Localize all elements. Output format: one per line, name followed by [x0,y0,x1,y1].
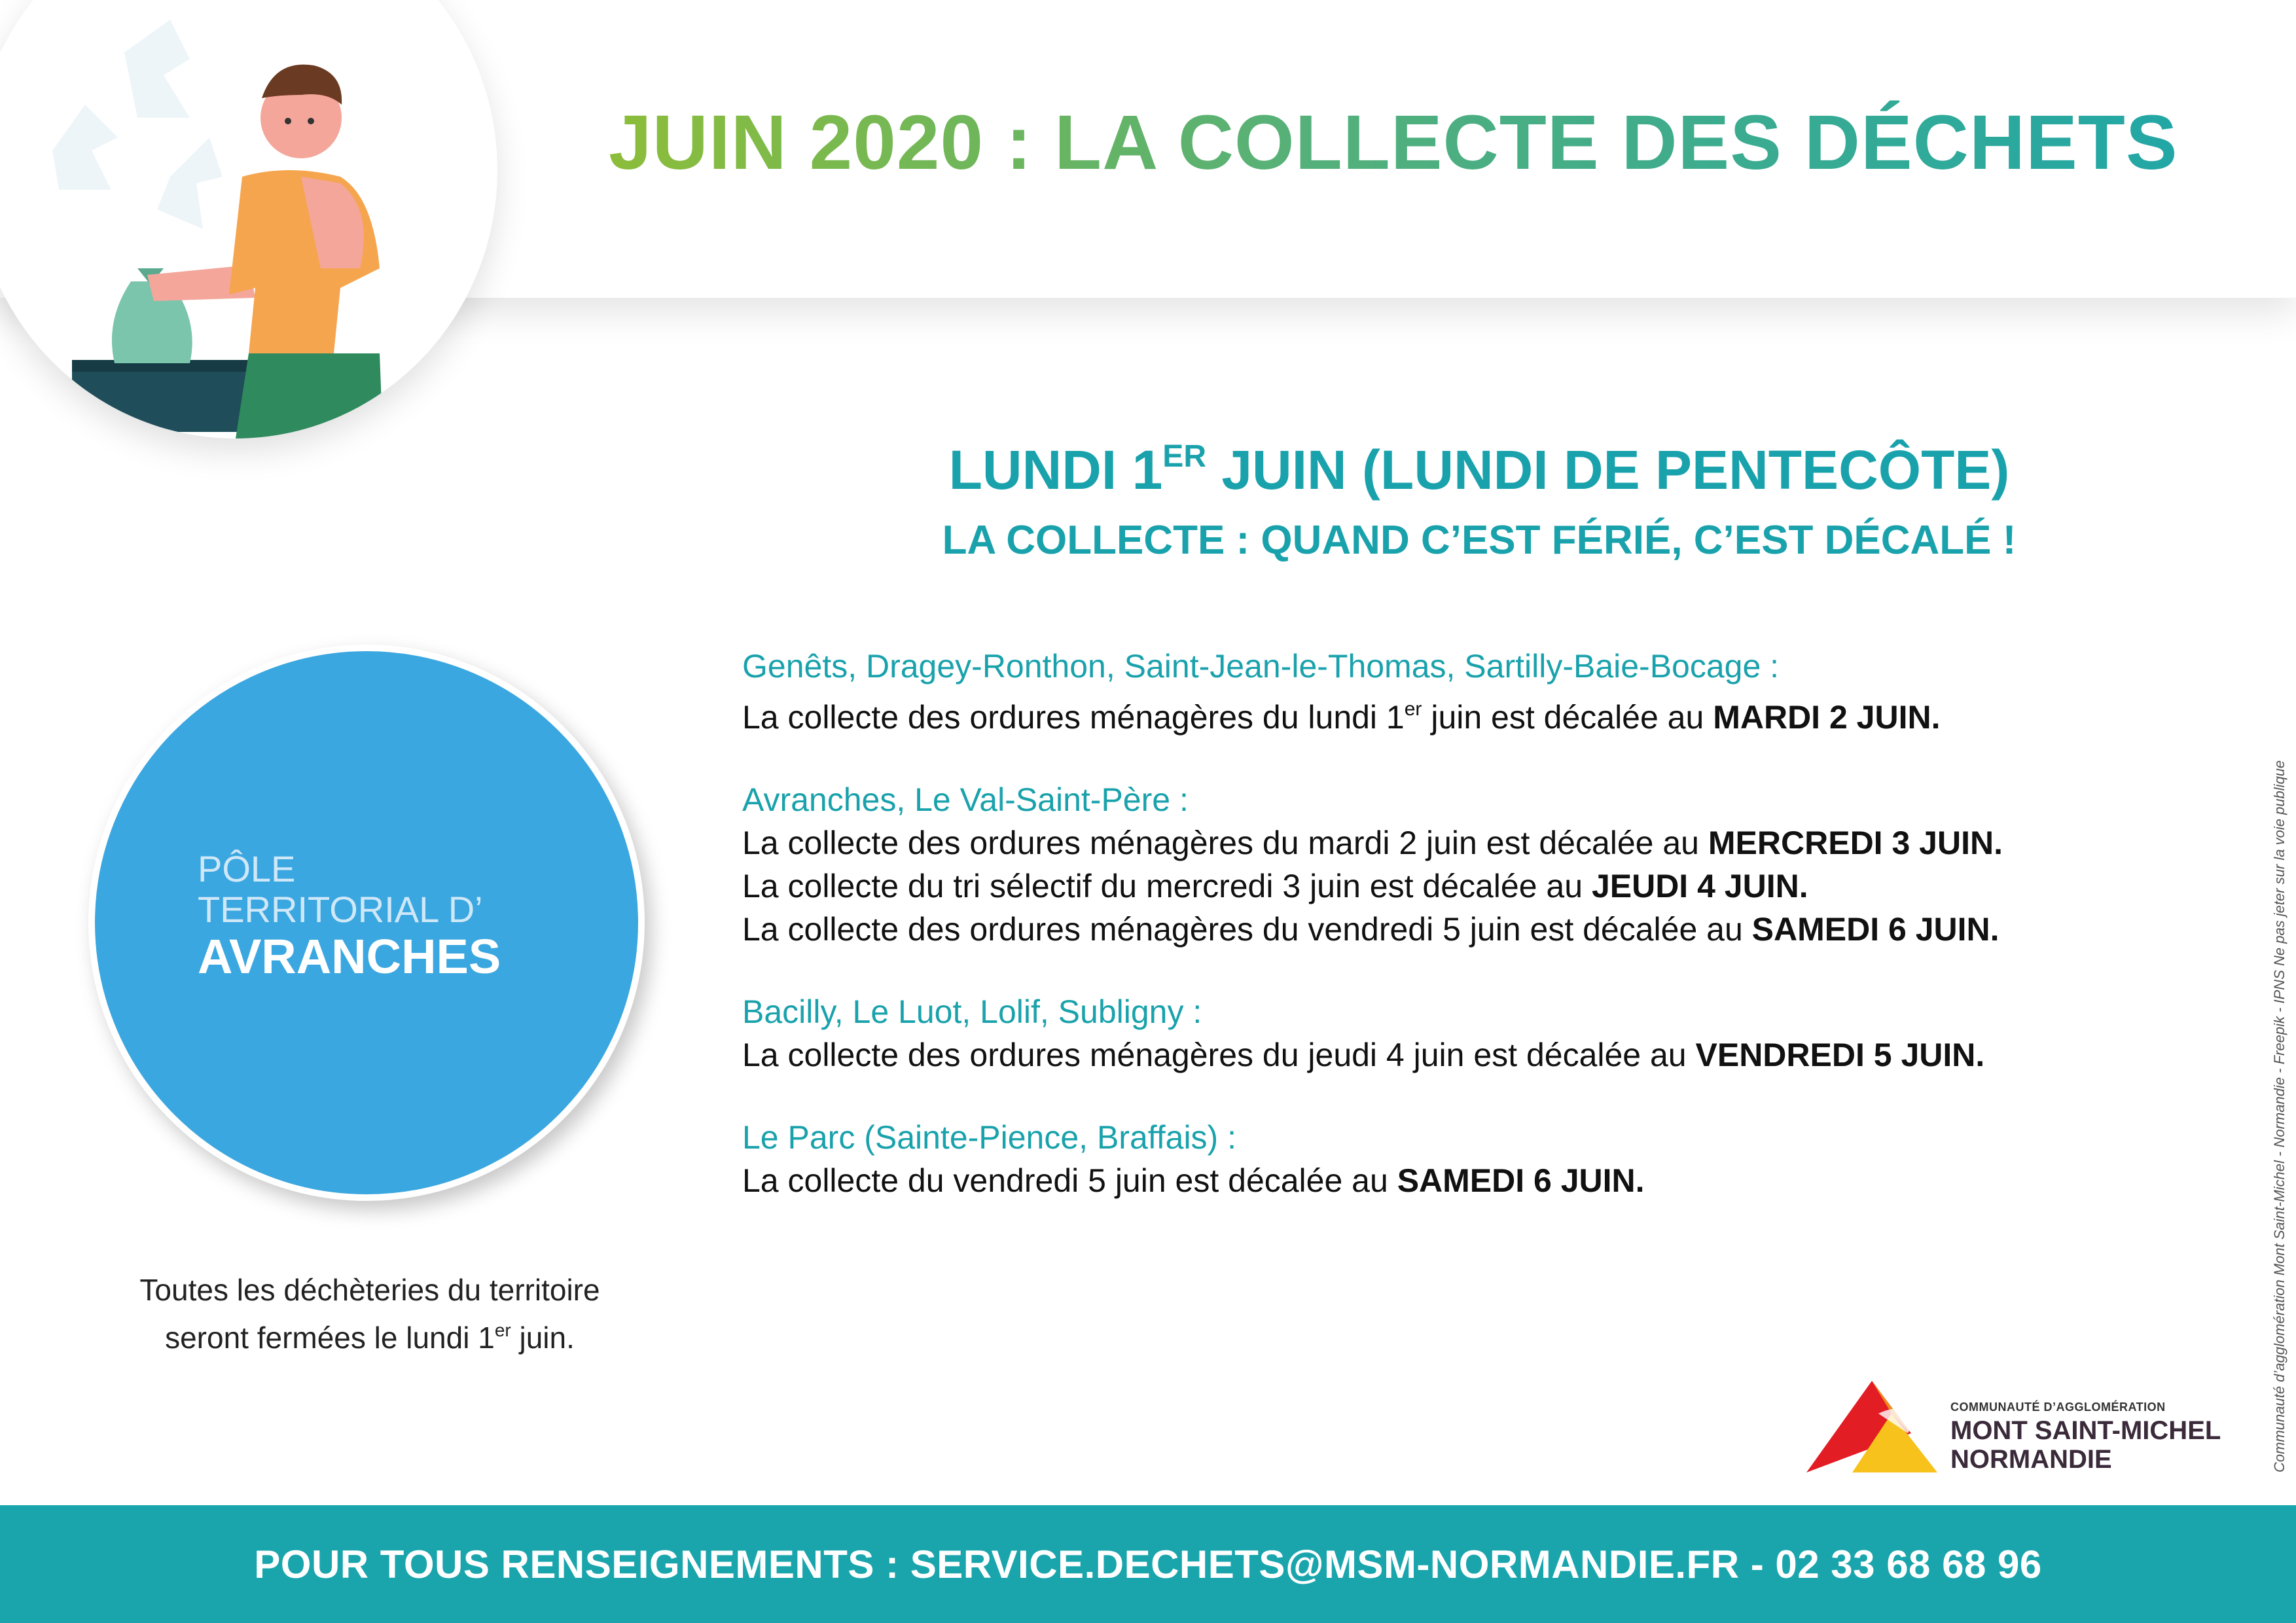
schedule-line [742,865,2182,908]
note-line-2 [65,1310,674,1358]
group-heading: Avranches, Le Val-Saint-Père : [742,781,1189,818]
schedule-list [742,645,2182,1241]
schedule-line [742,688,2182,739]
pole-line-1: PÔLE [198,848,296,889]
line-text: La collecte des ordures ménagères du jeudi 4 juin est décalée au [742,1037,1696,1073]
schedule-group [742,1116,2182,1202]
line-new-date: VENDREDI 5 JUIN. [1695,1037,1985,1073]
pole-circle [88,645,645,1201]
schedule-group [742,990,2182,1077]
line-new-date: SAMEDI 6 JUIN. [1751,911,2000,948]
page-title: JUIN 2020 : LA COLLECTE DES DÉCHETS [609,98,2179,187]
line-text: juin est décalée au [1422,699,1713,736]
line-new-date: MERCREDI 3 JUIN. [1708,825,2003,861]
schedule-line [742,908,2182,951]
schedule-group [742,645,2182,739]
schedule-line [742,1033,2182,1077]
logo-name-line-2: NORMANDIE [1950,1445,2112,1474]
schedule-line [742,821,2182,865]
schedule-line [742,1159,2182,1202]
note-line-2-pre: seront fermées le lundi 1 [165,1321,495,1355]
line-text: La collecte du vendredi 5 juin est décalée au [742,1162,1397,1199]
line-new-date: SAMEDI 6 JUIN. [1397,1162,1645,1199]
note-line-2-sup: er [494,1320,511,1340]
holiday-tagline: LA COLLECTE : QUAND C’EST FÉRIÉ, C’EST DÉCALÉ ! [942,518,2017,563]
logo-subtitle: COMMUNAUTÉ D’AGGLOMÉRATION [1950,1400,2166,1414]
footer-bar [0,1505,2296,1623]
schedule-group [742,778,2182,951]
line-sup: er [1404,698,1422,720]
logo-mark-icon [1800,1374,1950,1479]
pole-line-2: TERRITORIAL D’ [198,889,483,930]
pole-name: AVRANCHES [198,929,501,984]
group-heading: Le Parc (Sainte-Pience, Braffais) : [742,1119,1236,1156]
note-line-2-post: juin. [511,1321,575,1355]
line-text: La collecte du tri sélectif du mercredi 3 juin est décalée au [742,868,1592,904]
group-heading: Genêts, Dragey-Ronthon, Saint-Jean-le-Thomas, Sartilly-Baie-Bocage : [742,648,1780,685]
holiday-title [707,438,2251,502]
illustration-man-with-trash-bag [0,0,497,438]
dechetteries-note [65,1270,674,1358]
group-heading: Bacilly, Le Luot, Lolif, Subligny : [742,993,1202,1030]
line-new-date: JEUDI 4 JUIN. [1591,868,1808,904]
contact-info: POUR TOUS RENSEIGNEMENTS : SERVICE.DECHETS@MSM-NORMANDIE.FR - 02 33 68 68 96 [254,1542,2042,1586]
msm-logo [1800,1374,2258,1479]
credit-text: Communauté d’agglomération Mont Saint-Michel - Normandie - Freepik - IPNS Ne pas jeter sur la voie publique [2271,760,2287,1472]
holiday-title-main: LUNDI 1 [948,439,1163,501]
holiday-title-sup: ER [1162,439,1206,474]
logo-name-line-1: MONT SAINT-MICHEL [1950,1416,2221,1445]
line-text: La collecte des ordures ménagères du mardi 2 juin est décalée au [742,825,1708,861]
line-new-date: MARDI 2 JUIN. [1713,699,1941,736]
recycle-icon [52,20,223,229]
line-text: La collecte des ordures ménagères du vendredi 5 juin est décalée au [742,911,1752,948]
line-text: La collecte des ordures ménagères du lundi 1 [742,699,1405,736]
bin-icon [72,360,249,432]
note-line-1: Toutes les déchèteries du territoire [139,1273,600,1307]
holiday-title-rest: JUIN (LUNDI DE PENTECÔTE) [1206,439,2010,501]
